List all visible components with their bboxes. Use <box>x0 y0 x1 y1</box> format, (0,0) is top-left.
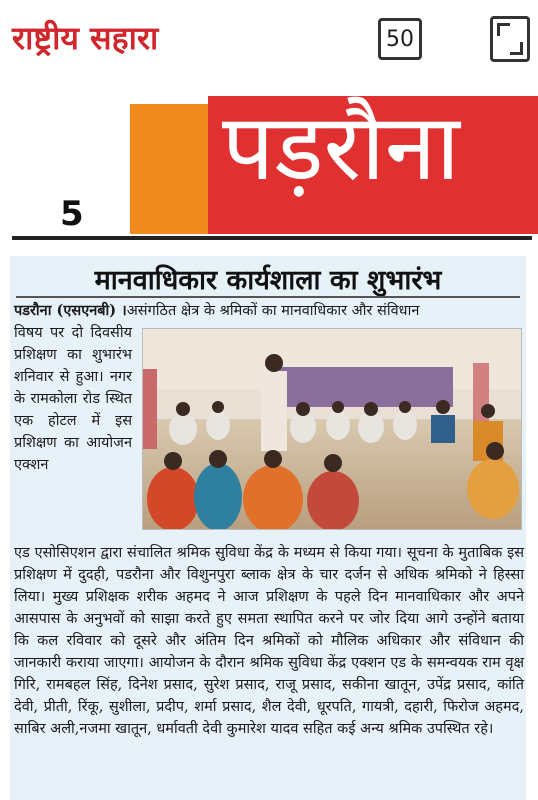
brand-logo[interactable]: राष्ट्रीय सहारा <box>12 19 159 57</box>
article-photo[interactable] <box>142 328 522 530</box>
headline-rule <box>16 296 520 298</box>
masthead-orange-block <box>130 104 208 234</box>
edition-page-number: 5 <box>60 194 84 234</box>
article-lead <box>14 300 524 322</box>
article-panel <box>10 256 526 800</box>
article-headline: मानवाधिकार कार्यशाला का शुभारंभ <box>94 265 442 296</box>
page-number-badge[interactable]: 50 <box>378 18 422 60</box>
app-bar <box>0 0 538 80</box>
workshop-photo-image <box>143 329 522 530</box>
expand-icon[interactable] <box>490 16 530 62</box>
city-title: पड़रौना <box>222 94 460 201</box>
lead-text: असंगठित क्षेत्र के श्रमिकों का मानवाधिकार और संविधान <box>126 303 420 319</box>
article-byline: पडरौना (एसएनबी) । <box>14 302 127 319</box>
next-article-edge <box>14 790 524 800</box>
masthead-rule <box>12 236 532 240</box>
masthead <box>0 96 538 242</box>
article-column-text: विषय पर दो दिवसीय प्रशिक्षण का शुभारंभ शनिवार से हुआ। नगर के रामकोला रोड स्थित एक होटल में इस प्रशिक्षण का आयोजन एक्शन <box>14 325 132 473</box>
article-body: एड एसोसिएशन द्वारा संचालित श्रमिक सुविधा केंद्र के मध्यम से किया गया। सूचना के मुताबिक इस प्रशिक्षण में दुदही, पडरौना और विशुनपुरा ब्लाक क्षेत्र के चार दर्जन से अधिक श्रमिको ने हिस्सा लिया। मुख्य प्रशिक्षक शरीक अहमद ने आज प्रशिक्षण के पहले दिन मानवाधिकार और अपने आसपास के अनुभवों को साझा करते हुए समता स्थापित करने पर जोर दिया आगे उन्होंने बताया कि कल रविवार को दूसरे और अंतिम दिन श्रमिकों को मौलिक अधिकार और संविधान की जानकारी कराया जाएगा। आयोजन के दौरान श्रमिक सुविधा केंद्र एक्शन एड के समन्वयक राम वृक्ष गिरि, रामबहल सिंह, दिनेश प्रसाद, सुरेश प्रसाद, राजू प्रसाद, सकीना खातून, उपेंद्र प्रसाद, कांति देवी, प्रीती, रिंकू, सुशीला, प्रदीप, शर्मा प्रसाद, शैल देवी, धूरपति, गायत्री, दहारी, फिरोज अहमद, साबिर अली,नजमा खातून, धर्मावती देवी कुमारेश यादव सहित कई अन्य श्रमिक उपस्थित रहे। <box>14 545 524 737</box>
